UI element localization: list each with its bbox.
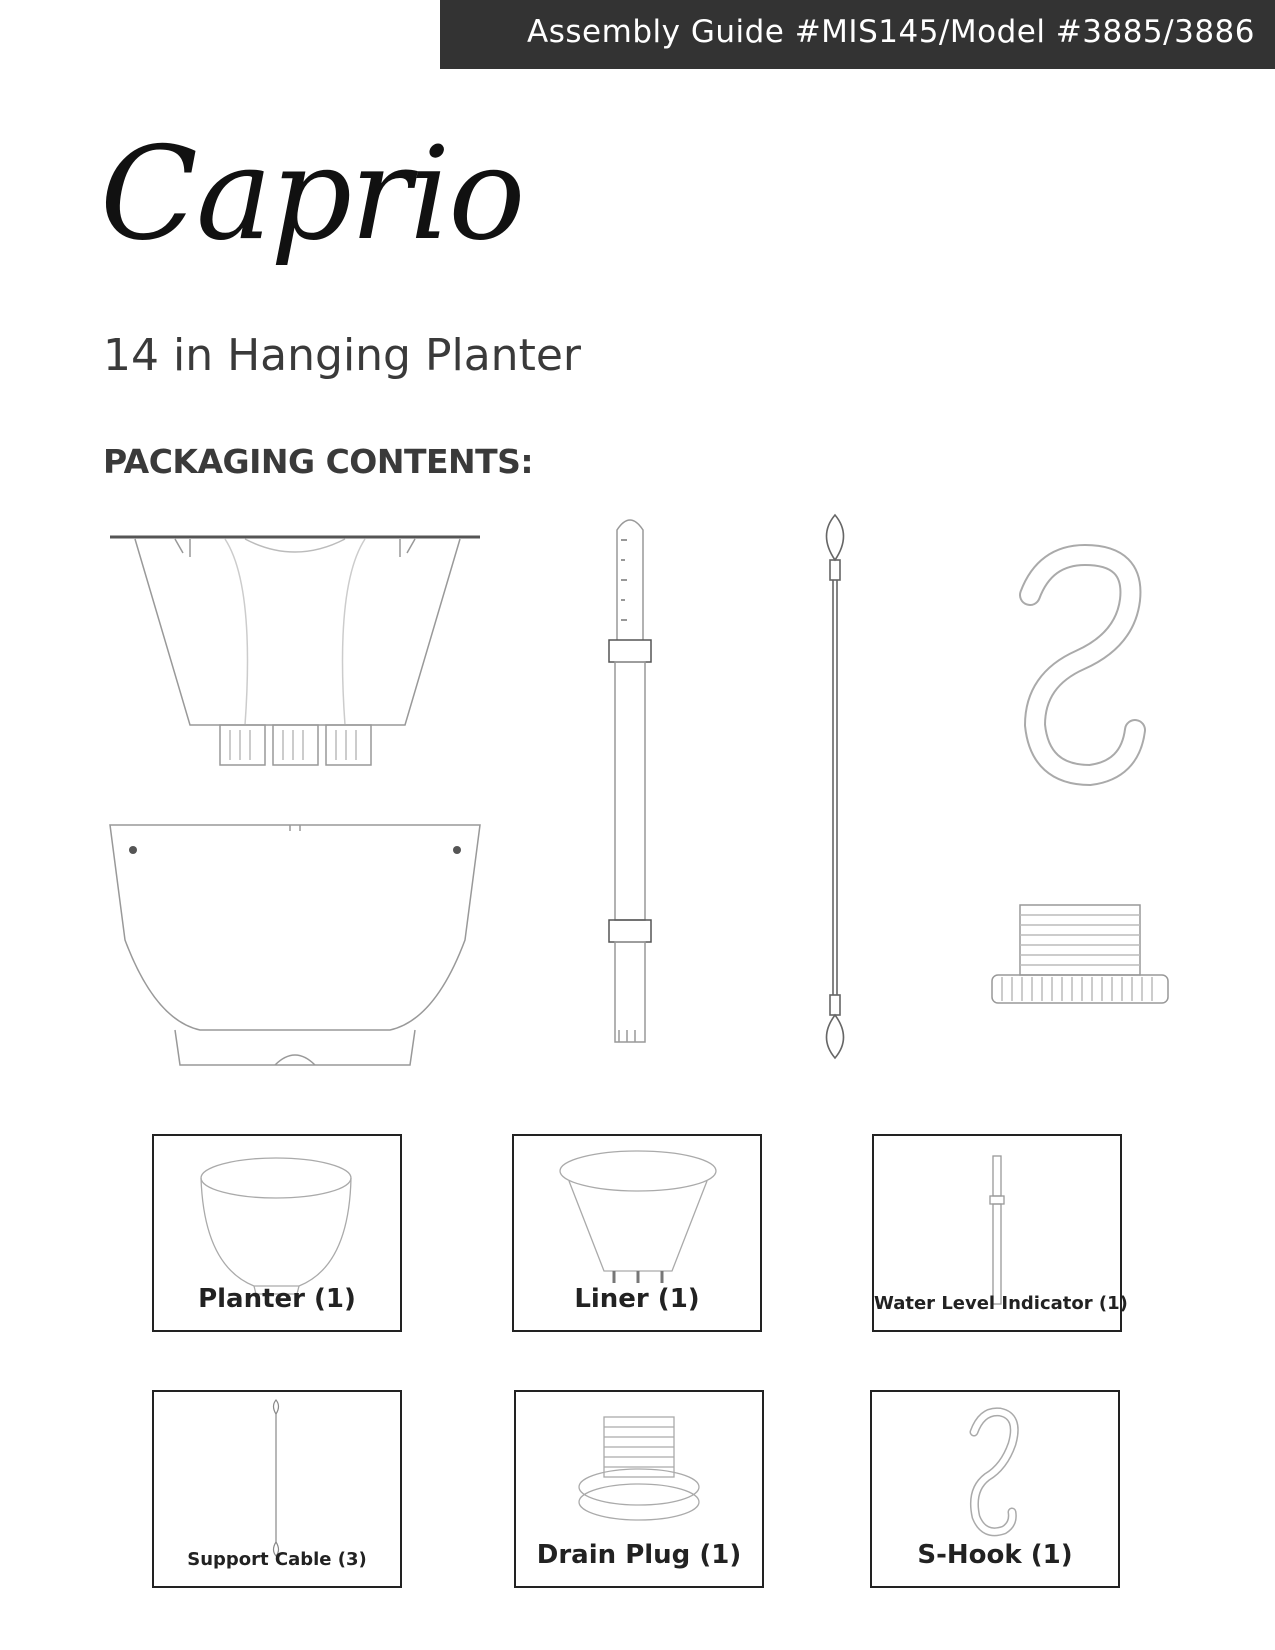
item-label: S-Hook (1) (917, 1540, 1073, 1570)
item-box-s-hook (870, 1390, 1120, 1588)
liner-illustration (105, 525, 485, 770)
item-box-liner (512, 1134, 762, 1332)
item-label: Support Cable (3) (187, 1549, 367, 1570)
planter-illustration (105, 820, 485, 1070)
item-label: Water Level Indicator (1) (874, 1293, 1128, 1314)
header-title: Assembly Guide #MIS145/Model #3885/3886 (527, 14, 1255, 50)
item-label: Drain Plug (1) (536, 1540, 742, 1570)
item-box-planter (152, 1134, 402, 1332)
support-cable-illustration (810, 510, 860, 1060)
header-bar (440, 0, 1275, 69)
drain-plug-illustration (990, 895, 1170, 1010)
section-heading: PACKAGING CONTENTS: (103, 442, 534, 481)
item-box-support-cable (152, 1390, 402, 1588)
item-box-drain-plug (514, 1390, 764, 1588)
product-subtitle: 14 in Hanging Planter (103, 330, 581, 381)
water-level-indicator-illustration (595, 510, 665, 1060)
item-box-water-level-indicator (872, 1134, 1128, 1332)
brand-logo: Caprio (100, 120, 524, 269)
item-label: Liner (1) (574, 1284, 700, 1314)
s-hook-illustration (1010, 540, 1155, 790)
item-label: Planter (1) (198, 1284, 356, 1314)
